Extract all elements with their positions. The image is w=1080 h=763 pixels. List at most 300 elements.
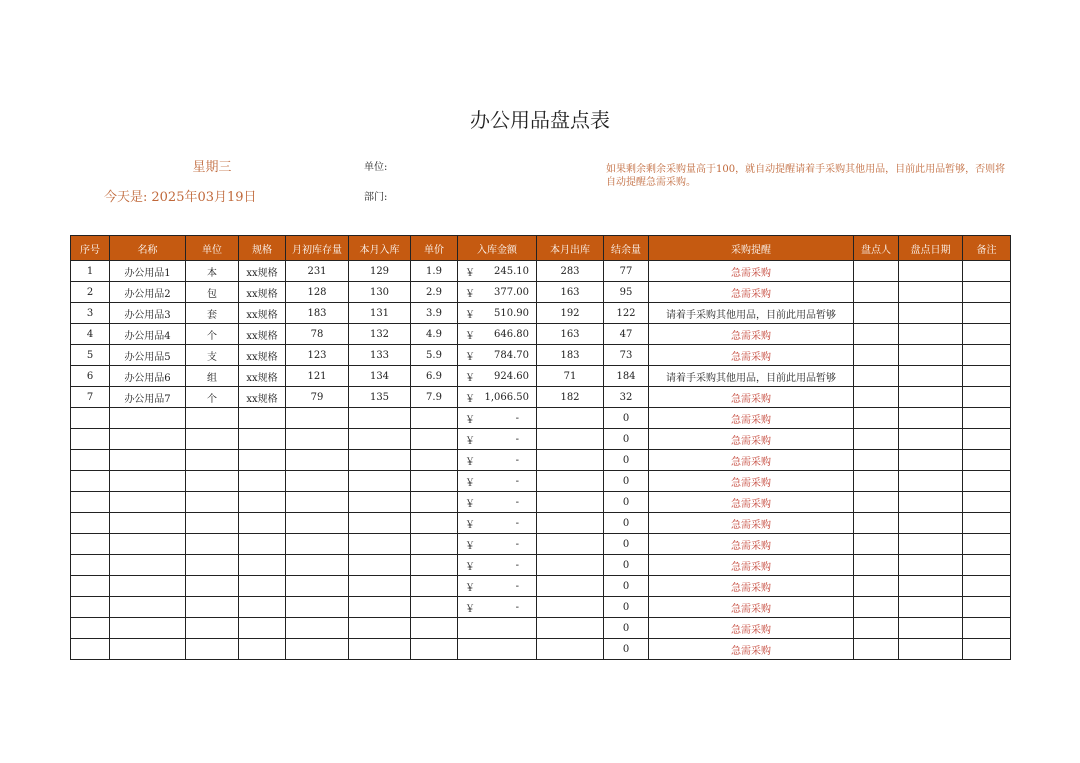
cell-in[interactable]: [349, 576, 411, 597]
cell-opening[interactable]: [286, 618, 349, 639]
cell-unit[interactable]: [186, 618, 239, 639]
cell-date[interactable]: [899, 387, 963, 408]
cell-amount[interactable]: [458, 492, 537, 513]
cell-out[interactable]: [537, 492, 604, 513]
inventory-table: [70, 235, 1011, 660]
cell-balance[interactable]: 184: [604, 366, 649, 387]
cell-amount[interactable]: [458, 261, 537, 282]
cell-out[interactable]: [537, 534, 604, 555]
column-header: 备注: [963, 236, 1011, 261]
cell-out[interactable]: [537, 471, 604, 492]
cell-date[interactable]: [899, 408, 963, 429]
cell-checker[interactable]: [854, 471, 899, 492]
cell-in[interactable]: 134: [349, 366, 411, 387]
cell-unit[interactable]: [186, 576, 239, 597]
cell-remark[interactable]: [963, 513, 1011, 534]
amount-value: 646.80: [494, 328, 529, 340]
cell-unit[interactable]: [186, 429, 239, 450]
cell-opening[interactable]: 123: [286, 345, 349, 366]
cell-purchase-reminder[interactable]: 急需采购: [649, 513, 854, 534]
cell-no[interactable]: [71, 555, 110, 576]
cell-purchase-reminder[interactable]: 急需采购: [649, 408, 854, 429]
cell-purchase-reminder[interactable]: 急需采购: [649, 387, 854, 408]
cell-unit[interactable]: [186, 471, 239, 492]
table-row: [71, 303, 1011, 324]
cell-unit[interactable]: [186, 597, 239, 618]
cell-opening[interactable]: [286, 597, 349, 618]
cell-out[interactable]: [537, 576, 604, 597]
cell-price[interactable]: [411, 618, 458, 639]
column-header: 结余量: [604, 236, 649, 261]
cell-spec[interactable]: [239, 534, 286, 555]
cell-out[interactable]: 71: [537, 366, 604, 387]
cell-in[interactable]: [349, 639, 411, 660]
amount-value: -: [515, 475, 519, 487]
cell-price[interactable]: 4.9: [411, 324, 458, 345]
cell-opening[interactable]: 231: [286, 261, 349, 282]
cell-opening[interactable]: [286, 534, 349, 555]
cell-name[interactable]: 办公用品7: [110, 387, 186, 408]
cell-remark[interactable]: [963, 324, 1011, 345]
cell-no[interactable]: 3: [71, 303, 110, 324]
cell-spec[interactable]: [239, 429, 286, 450]
cell-in[interactable]: [349, 471, 411, 492]
cell-name[interactable]: [110, 618, 186, 639]
cell-in[interactable]: [349, 555, 411, 576]
cell-balance[interactable]: 0: [604, 639, 649, 660]
cell-date[interactable]: [899, 492, 963, 513]
cell-purchase-reminder[interactable]: 急需采购: [649, 429, 854, 450]
cell-name[interactable]: 办公用品4: [110, 324, 186, 345]
cell-out[interactable]: [537, 429, 604, 450]
currency-symbol: ￥: [465, 604, 475, 615]
cell-no[interactable]: [71, 639, 110, 660]
cell-in[interactable]: [349, 429, 411, 450]
cell-out[interactable]: 192: [537, 303, 604, 324]
cell-no[interactable]: 2: [71, 282, 110, 303]
cell-remark[interactable]: [963, 492, 1011, 513]
cell-spec[interactable]: xx规格: [239, 261, 286, 282]
cell-date[interactable]: [899, 366, 963, 387]
cell-opening[interactable]: 79: [286, 387, 349, 408]
cell-checker[interactable]: [854, 513, 899, 534]
cell-amount[interactable]: [458, 324, 537, 345]
cell-checker[interactable]: [854, 261, 899, 282]
cell-amount[interactable]: [458, 303, 537, 324]
cell-no[interactable]: 5: [71, 345, 110, 366]
cell-name[interactable]: 办公用品1: [110, 261, 186, 282]
cell-checker[interactable]: [854, 555, 899, 576]
cell-date[interactable]: [899, 345, 963, 366]
cell-unit[interactable]: [186, 492, 239, 513]
cell-no[interactable]: 4: [71, 324, 110, 345]
cell-balance[interactable]: 0: [604, 492, 649, 513]
cell-spec[interactable]: [239, 450, 286, 471]
cell-date[interactable]: [899, 618, 963, 639]
cell-checker[interactable]: [854, 366, 899, 387]
column-header: 单位: [186, 236, 239, 261]
cell-spec[interactable]: xx规格: [239, 324, 286, 345]
table-row: [71, 492, 1011, 513]
cell-out[interactable]: 283: [537, 261, 604, 282]
cell-checker[interactable]: [854, 324, 899, 345]
table-row: [71, 576, 1011, 597]
cell-amount[interactable]: [458, 429, 537, 450]
cell-name[interactable]: 办公用品5: [110, 345, 186, 366]
cell-amount[interactable]: [458, 513, 537, 534]
cell-no[interactable]: 1: [71, 261, 110, 282]
cell-price[interactable]: 1.9: [411, 261, 458, 282]
cell-remark[interactable]: [963, 366, 1011, 387]
cell-opening[interactable]: [286, 555, 349, 576]
cell-price[interactable]: [411, 597, 458, 618]
cell-date[interactable]: [899, 261, 963, 282]
cell-price[interactable]: [411, 576, 458, 597]
cell-date[interactable]: [899, 639, 963, 660]
cell-opening[interactable]: 183: [286, 303, 349, 324]
cell-in[interactable]: [349, 492, 411, 513]
cell-name[interactable]: [110, 555, 186, 576]
amount-value: -: [515, 433, 519, 445]
table-row: [71, 366, 1011, 387]
cell-balance[interactable]: 0: [604, 429, 649, 450]
cell-out[interactable]: [537, 555, 604, 576]
cell-date[interactable]: [899, 555, 963, 576]
cell-balance[interactable]: 0: [604, 618, 649, 639]
cell-out[interactable]: [537, 618, 604, 639]
cell-checker[interactable]: [854, 534, 899, 555]
cell-name[interactable]: [110, 513, 186, 534]
cell-spec[interactable]: [239, 492, 286, 513]
cell-name[interactable]: [110, 408, 186, 429]
cell-no[interactable]: [71, 597, 110, 618]
cell-price[interactable]: [411, 513, 458, 534]
cell-in[interactable]: 132: [349, 324, 411, 345]
cell-spec[interactable]: [239, 597, 286, 618]
cell-balance[interactable]: 32: [604, 387, 649, 408]
cell-amount[interactable]: [458, 597, 537, 618]
cell-purchase-reminder[interactable]: 急需采购: [649, 618, 854, 639]
cell-remark[interactable]: [963, 471, 1011, 492]
currency-symbol: ￥: [465, 478, 475, 489]
cell-in[interactable]: [349, 618, 411, 639]
cell-unit[interactable]: [186, 639, 239, 660]
cell-amount[interactable]: [458, 639, 537, 660]
cell-spec[interactable]: xx规格: [239, 345, 286, 366]
cell-spec[interactable]: xx规格: [239, 282, 286, 303]
cell-purchase-reminder[interactable]: 急需采购: [649, 345, 854, 366]
cell-spec[interactable]: [239, 408, 286, 429]
department-field-label: 部门:: [364, 192, 388, 203]
cell-date[interactable]: [899, 471, 963, 492]
cell-checker[interactable]: [854, 597, 899, 618]
cell-remark[interactable]: [963, 261, 1011, 282]
cell-name[interactable]: [110, 597, 186, 618]
cell-price[interactable]: [411, 639, 458, 660]
cell-in[interactable]: [349, 597, 411, 618]
cell-amount[interactable]: [458, 576, 537, 597]
cell-name[interactable]: 办公用品6: [110, 366, 186, 387]
cell-out[interactable]: 182: [537, 387, 604, 408]
cell-price[interactable]: [411, 534, 458, 555]
cell-price[interactable]: 5.9: [411, 345, 458, 366]
cell-date[interactable]: [899, 429, 963, 450]
cell-remark[interactable]: [963, 576, 1011, 597]
cell-in[interactable]: 130: [349, 282, 411, 303]
cell-price[interactable]: [411, 555, 458, 576]
cell-in[interactable]: 135: [349, 387, 411, 408]
cell-price[interactable]: 6.9: [411, 366, 458, 387]
currency-symbol: ￥: [465, 520, 475, 531]
cell-out[interactable]: 183: [537, 345, 604, 366]
table-row: [71, 555, 1011, 576]
cell-spec[interactable]: [239, 576, 286, 597]
cell-amount[interactable]: [458, 387, 537, 408]
cell-purchase-reminder[interactable]: 急需采购: [649, 324, 854, 345]
cell-date[interactable]: [899, 282, 963, 303]
cell-checker[interactable]: [854, 639, 899, 660]
cell-no[interactable]: 7: [71, 387, 110, 408]
cell-purchase-reminder[interactable]: 急需采购: [649, 555, 854, 576]
cell-balance[interactable]: 77: [604, 261, 649, 282]
cell-spec[interactable]: [239, 618, 286, 639]
currency-symbol: ￥: [465, 457, 475, 468]
cell-remark[interactable]: [963, 450, 1011, 471]
cell-amount[interactable]: [458, 282, 537, 303]
cell-checker[interactable]: [854, 618, 899, 639]
cell-balance[interactable]: 0: [604, 471, 649, 492]
cell-checker[interactable]: [854, 576, 899, 597]
cell-name[interactable]: [110, 534, 186, 555]
cell-unit[interactable]: 个: [186, 324, 239, 345]
currency-symbol: ￥: [465, 394, 475, 405]
cell-checker[interactable]: [854, 387, 899, 408]
cell-price[interactable]: [411, 450, 458, 471]
cell-checker[interactable]: [854, 345, 899, 366]
cell-in[interactable]: [349, 534, 411, 555]
cell-no[interactable]: [71, 534, 110, 555]
cell-no[interactable]: [71, 618, 110, 639]
cell-purchase-reminder[interactable]: 急需采购: [649, 597, 854, 618]
cell-balance[interactable]: 122: [604, 303, 649, 324]
table-row: [71, 324, 1011, 345]
cell-no[interactable]: [71, 429, 110, 450]
cell-no[interactable]: [71, 450, 110, 471]
cell-date[interactable]: [899, 303, 963, 324]
table-row: [71, 597, 1011, 618]
cell-out[interactable]: [537, 639, 604, 660]
cell-opening[interactable]: [286, 639, 349, 660]
cell-balance[interactable]: 47: [604, 324, 649, 345]
cell-checker[interactable]: [854, 492, 899, 513]
cell-amount[interactable]: [458, 618, 537, 639]
cell-balance[interactable]: 73: [604, 345, 649, 366]
cell-name[interactable]: [110, 429, 186, 450]
cell-amount[interactable]: [458, 555, 537, 576]
cell-balance[interactable]: 0: [604, 408, 649, 429]
cell-date[interactable]: [899, 534, 963, 555]
cell-spec[interactable]: [239, 639, 286, 660]
cell-remark[interactable]: [963, 303, 1011, 324]
amount-value: -: [515, 601, 519, 613]
cell-remark[interactable]: [963, 555, 1011, 576]
amount-value: 377.00: [494, 286, 529, 298]
cell-spec[interactable]: [239, 513, 286, 534]
cell-unit[interactable]: [186, 513, 239, 534]
column-header: 月初库存量: [286, 236, 349, 261]
cell-opening[interactable]: [286, 576, 349, 597]
cell-date[interactable]: [899, 576, 963, 597]
cell-remark[interactable]: [963, 534, 1011, 555]
cell-name[interactable]: 办公用品3: [110, 303, 186, 324]
cell-balance[interactable]: 0: [604, 534, 649, 555]
cell-in[interactable]: 131: [349, 303, 411, 324]
cell-spec[interactable]: [239, 471, 286, 492]
cell-date[interactable]: [899, 450, 963, 471]
cell-out[interactable]: [537, 408, 604, 429]
currency-symbol: ￥: [465, 583, 475, 594]
cell-balance[interactable]: 0: [604, 576, 649, 597]
cell-balance[interactable]: 95: [604, 282, 649, 303]
cell-spec[interactable]: xx规格: [239, 303, 286, 324]
cell-remark[interactable]: [963, 282, 1011, 303]
cell-balance[interactable]: 0: [604, 450, 649, 471]
cell-spec[interactable]: xx规格: [239, 366, 286, 387]
cell-no[interactable]: [71, 408, 110, 429]
cell-unit[interactable]: [186, 450, 239, 471]
cell-purchase-reminder[interactable]: 急需采购: [649, 576, 854, 597]
cell-purchase-reminder[interactable]: 急需采购: [649, 261, 854, 282]
cell-in[interactable]: [349, 513, 411, 534]
amount-value: 510.90: [494, 307, 529, 319]
cell-price[interactable]: [411, 429, 458, 450]
cell-amount[interactable]: [458, 366, 537, 387]
cell-remark[interactable]: [963, 429, 1011, 450]
cell-in[interactable]: 129: [349, 261, 411, 282]
cell-opening[interactable]: [286, 450, 349, 471]
cell-opening[interactable]: [286, 408, 349, 429]
cell-price[interactable]: [411, 471, 458, 492]
sheet-title: 办公用品盘点表: [470, 108, 610, 132]
cell-unit[interactable]: [186, 408, 239, 429]
cell-spec[interactable]: [239, 555, 286, 576]
cell-purchase-reminder[interactable]: 请着手采购其他用品，目前此用品暂够: [649, 366, 854, 387]
cell-unit[interactable]: 个: [186, 387, 239, 408]
cell-unit[interactable]: 组: [186, 366, 239, 387]
cell-name[interactable]: [110, 576, 186, 597]
column-header: 名称: [110, 236, 186, 261]
cell-price[interactable]: 3.9: [411, 303, 458, 324]
cell-amount[interactable]: [458, 450, 537, 471]
cell-opening[interactable]: 128: [286, 282, 349, 303]
cell-remark[interactable]: [963, 387, 1011, 408]
column-header: 入库金额: [458, 236, 537, 261]
cell-amount[interactable]: [458, 471, 537, 492]
cell-checker[interactable]: [854, 303, 899, 324]
cell-purchase-reminder[interactable]: 急需采购: [649, 471, 854, 492]
cell-balance[interactable]: 0: [604, 513, 649, 534]
cell-remark[interactable]: [963, 408, 1011, 429]
today-value: 2025年03月19日: [151, 190, 257, 205]
cell-checker[interactable]: [854, 429, 899, 450]
cell-no[interactable]: [71, 492, 110, 513]
table-row: [71, 618, 1011, 639]
cell-out[interactable]: [537, 450, 604, 471]
cell-unit[interactable]: 本: [186, 261, 239, 282]
cell-purchase-reminder[interactable]: 急需采购: [649, 534, 854, 555]
cell-in[interactable]: 133: [349, 345, 411, 366]
cell-date[interactable]: [899, 324, 963, 345]
today-date: [104, 186, 261, 205]
cell-opening[interactable]: 121: [286, 366, 349, 387]
amount-value: 1,066.50: [484, 391, 529, 403]
cell-no[interactable]: [71, 471, 110, 492]
cell-remark[interactable]: [963, 597, 1011, 618]
cell-name[interactable]: [110, 639, 186, 660]
cell-purchase-reminder[interactable]: 急需采购: [649, 492, 854, 513]
cell-unit[interactable]: 包: [186, 282, 239, 303]
cell-balance[interactable]: 0: [604, 597, 649, 618]
cell-name[interactable]: [110, 471, 186, 492]
cell-spec[interactable]: xx规格: [239, 387, 286, 408]
cell-price[interactable]: [411, 492, 458, 513]
cell-no[interactable]: [71, 513, 110, 534]
cell-opening[interactable]: [286, 513, 349, 534]
table-row: [71, 345, 1011, 366]
cell-price[interactable]: [411, 408, 458, 429]
cell-amount[interactable]: [458, 345, 537, 366]
cell-out[interactable]: [537, 513, 604, 534]
cell-opening[interactable]: 78: [286, 324, 349, 345]
cell-remark[interactable]: [963, 618, 1011, 639]
cell-price[interactable]: 7.9: [411, 387, 458, 408]
cell-unit[interactable]: [186, 534, 239, 555]
cell-out[interactable]: 163: [537, 282, 604, 303]
cell-purchase-reminder[interactable]: 急需采购: [649, 639, 854, 660]
cell-unit[interactable]: 支: [186, 345, 239, 366]
cell-amount[interactable]: [458, 534, 537, 555]
cell-no[interactable]: 6: [71, 366, 110, 387]
cell-opening[interactable]: [286, 492, 349, 513]
cell-no[interactable]: [71, 576, 110, 597]
cell-price[interactable]: 2.9: [411, 282, 458, 303]
cell-unit[interactable]: [186, 555, 239, 576]
cell-name[interactable]: [110, 492, 186, 513]
cell-out[interactable]: [537, 597, 604, 618]
cell-checker[interactable]: [854, 450, 899, 471]
cell-remark[interactable]: [963, 639, 1011, 660]
cell-out[interactable]: 163: [537, 324, 604, 345]
cell-purchase-reminder[interactable]: 请着手采购其他用品，目前此用品暂够: [649, 303, 854, 324]
cell-purchase-reminder[interactable]: 急需采购: [649, 450, 854, 471]
cell-remark[interactable]: [963, 345, 1011, 366]
cell-date[interactable]: [899, 597, 963, 618]
cell-unit[interactable]: 套: [186, 303, 239, 324]
cell-name[interactable]: [110, 450, 186, 471]
cell-date[interactable]: [899, 513, 963, 534]
currency-symbol: ￥: [465, 289, 475, 300]
cell-in[interactable]: [349, 450, 411, 471]
cell-opening[interactable]: [286, 429, 349, 450]
cell-balance[interactable]: 0: [604, 555, 649, 576]
cell-amount[interactable]: [458, 408, 537, 429]
cell-opening[interactable]: [286, 471, 349, 492]
cell-in[interactable]: [349, 408, 411, 429]
cell-purchase-reminder[interactable]: 急需采购: [649, 282, 854, 303]
cell-checker[interactable]: [854, 408, 899, 429]
cell-checker[interactable]: [854, 282, 899, 303]
cell-name[interactable]: 办公用品2: [110, 282, 186, 303]
